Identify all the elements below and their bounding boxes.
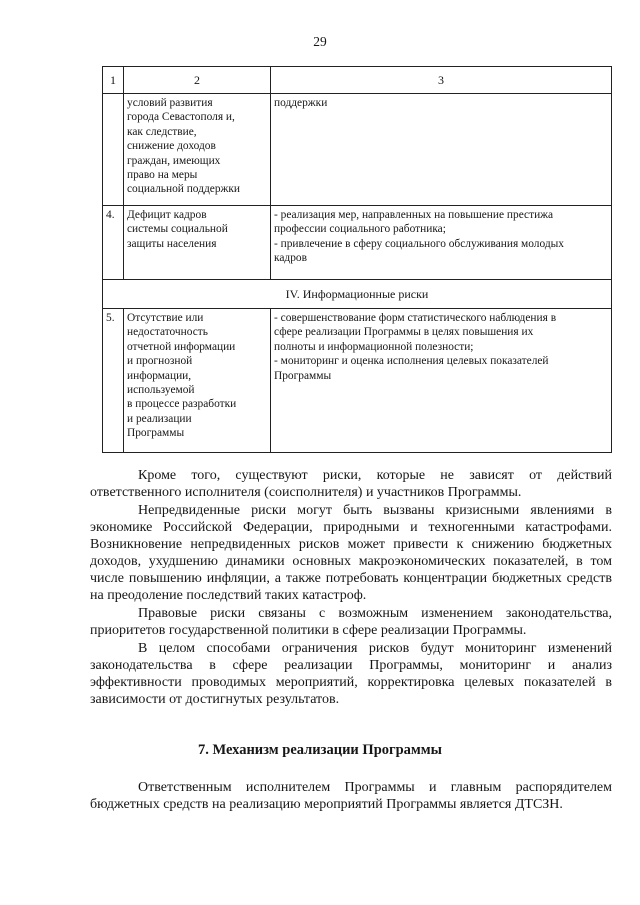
section-label: IV. Информационные риски xyxy=(103,280,612,309)
header-col-1: 1 xyxy=(103,67,124,94)
header-col-3: 3 xyxy=(271,67,612,94)
row-number: 4. xyxy=(103,206,124,280)
row-number: 5. xyxy=(103,309,124,453)
section-row xyxy=(103,280,612,309)
paragraph: Правовые риски связаны с возможным изменением законодательства, приоритетов государственной политики в сфере реализации Программы. xyxy=(90,606,612,638)
table-row xyxy=(103,309,612,453)
risk-measures xyxy=(271,309,612,453)
risk-line: недостаточность xyxy=(127,326,208,339)
risk-description xyxy=(124,94,271,206)
risk-line: используемой xyxy=(127,384,195,397)
measure-line: полноты и информационной полезности; xyxy=(274,340,474,353)
risk-description xyxy=(124,206,271,280)
risk-line: социальной поддержки xyxy=(127,183,241,196)
paragraph: Непредвиденные риски могут быть вызваны кризисными явлениями в экономике Российской Федерации, природными и техногенными катастрофами. Возникновение непредвиденных рисков может привести к снижению бюджетных доходов, ухудшению динамики основных макроэкономических показателей, в том числе повышению инфляции, а также потребовать концентрации бюджетных средств на преодоление последствий таких катастроф. xyxy=(90,503,612,603)
paragraph: Ответственным исполнителем Программы и главным распорядителем бюджетных средств на реализацию мероприятий Программы является ДТСЗН. xyxy=(90,780,612,812)
risk-line: Дефицит кадров xyxy=(127,209,207,221)
measure-line: - совершенствование форм статистического наблюдения в xyxy=(274,312,557,324)
risk-measures xyxy=(271,206,612,280)
body-text xyxy=(90,467,612,708)
header-col-2: 2 xyxy=(124,67,271,94)
measure-line: кадров xyxy=(274,252,307,265)
risk-line: как следствие, xyxy=(127,125,197,138)
risk-line: снижение доходов xyxy=(127,140,216,153)
risk-line: Программы xyxy=(127,427,185,440)
risks-table xyxy=(102,66,612,453)
risk-line: и прогнозной xyxy=(127,355,193,368)
risk-line: отчетной информации xyxy=(127,340,236,353)
section-title: 7. Механизм реализации Программы xyxy=(198,742,442,758)
risk-line: информации, xyxy=(127,369,192,382)
measure-line: сфере реализации Программы в целях повышения их xyxy=(274,326,534,339)
paragraph: Кроме того, существуют риски, которые не зависят от действий ответственного исполнителя (соисполнителя) и участников Программы. xyxy=(90,468,612,500)
risk-line: защиты населения xyxy=(127,237,217,250)
measure-line: поддержки xyxy=(274,97,328,109)
measure-line: - мониторинг и оценка исполнения целевых показателей xyxy=(274,355,549,368)
risk-measures xyxy=(271,94,612,206)
paragraph: В целом способами ограничения рисков будут мониторинг изменений законодательства в сфере реализации Программы, мониторинг и анализ эффективности проводимых мероприятий, корректировка целевых показателей в зависимости от достигнутых результатов. xyxy=(90,641,612,707)
page-number: 29 xyxy=(313,34,327,49)
risk-description xyxy=(124,309,271,453)
table-row xyxy=(103,206,612,280)
table-header-row xyxy=(103,67,612,94)
risk-line: системы социальной xyxy=(127,223,228,236)
risk-line: Отсутствие или xyxy=(127,312,204,324)
risk-line: города Севастополя и, xyxy=(127,111,235,124)
measure-line: профессии социального работника; xyxy=(274,223,446,236)
measure-line: Программы xyxy=(274,369,332,382)
measure-line: - реализация мер, направленных на повышение престижа xyxy=(274,209,554,221)
risk-line: и реализации xyxy=(127,412,192,425)
risk-line: граждан, имеющих xyxy=(127,154,221,167)
risk-line: право на меры xyxy=(127,169,198,182)
table-row xyxy=(103,94,612,206)
section-body xyxy=(90,779,612,813)
risk-line: в процессе разработки xyxy=(127,398,237,411)
row-number xyxy=(103,94,124,206)
measure-line: - привлечение в сферу социального обслуживания молодых xyxy=(274,237,564,250)
risk-line: условий развития xyxy=(127,97,213,109)
